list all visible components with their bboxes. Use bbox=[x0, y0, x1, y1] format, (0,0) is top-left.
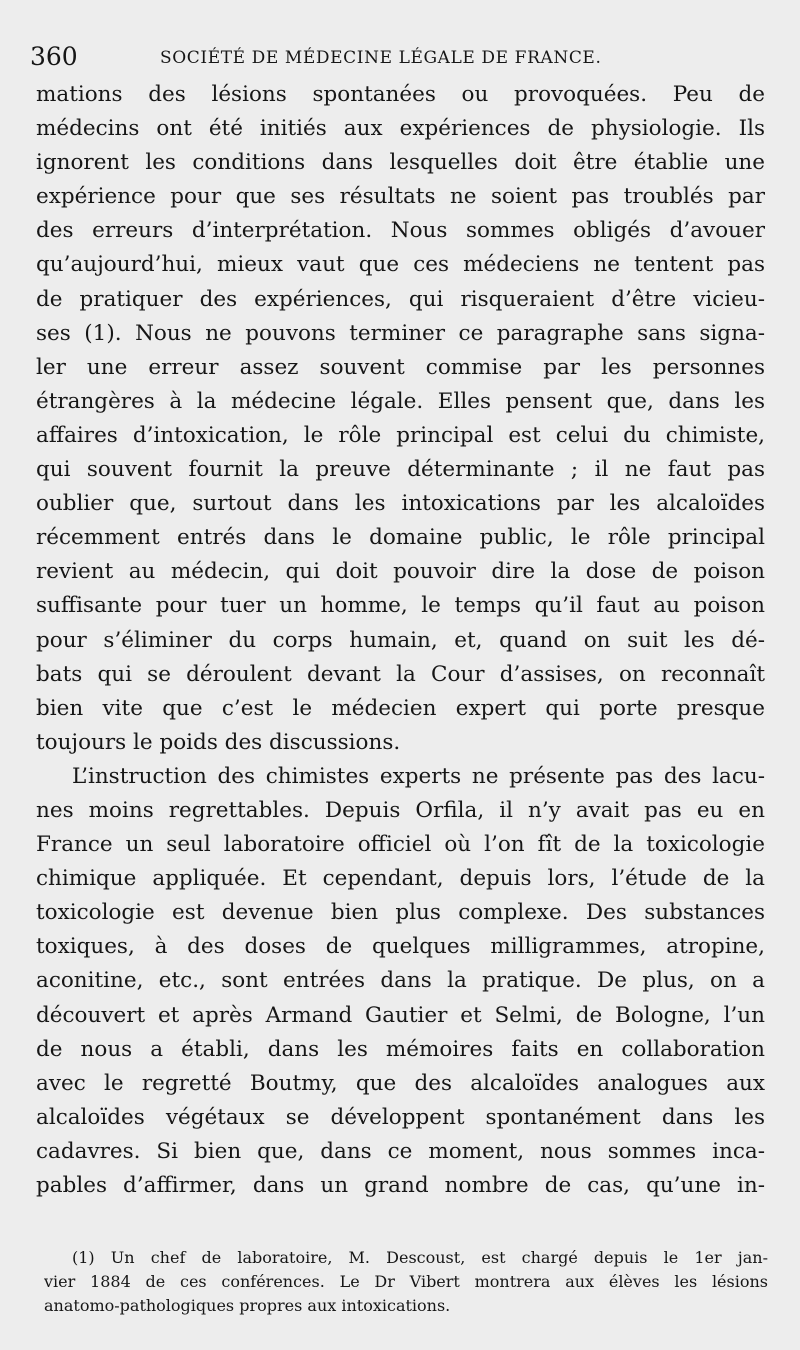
text-line: suffisante pour tuer un homme, le temps qu’il faut au poison bbox=[36, 593, 765, 619]
text-line: oublier que, surtout dans les intoxications par les alcaloïdes bbox=[36, 491, 765, 517]
text-line: toxiques, à des doses de quelques milligrammes, atropine, bbox=[36, 934, 765, 960]
text-line: de pratiquer des expériences, qui risqueraient d’être vicieu- bbox=[36, 286, 765, 312]
text-line: ler une erreur assez souvent commise par les personnes bbox=[36, 354, 765, 380]
text-line: aconitine, etc., sont entrées dans la pratique. De plus, on a bbox=[36, 968, 765, 994]
text-line: alcaloïdes végétaux se développent spontanément dans les bbox=[36, 1104, 765, 1130]
text-line: toxicologie est devenue bien plus complexe. Des substances bbox=[36, 900, 765, 926]
text-line: L’instruction des chimistes experts ne présente pas des lacu- bbox=[72, 763, 765, 789]
page-number: 360 bbox=[30, 42, 78, 71]
running-head bbox=[30, 40, 770, 74]
footnote-line: anatomo-pathologiques propres aux intoxications. bbox=[44, 1296, 451, 1315]
body-text bbox=[36, 78, 765, 1203]
text-line: affaires d’intoxication, le rôle principal est celui du chimiste, bbox=[36, 422, 765, 448]
text-line: qui souvent fournit la preuve déterminante ; il ne faut pas bbox=[36, 457, 765, 483]
footnote-line: vier 1884 de ces conférences. Le Dr Vibert montrera aux élèves les lésions bbox=[44, 1272, 768, 1291]
text-line: bien vite que c’est le médecien expert qui porte presque bbox=[36, 695, 765, 721]
text-line: qu’aujourd’hui, mieux vaut que ces médeciens ne tentent pas bbox=[36, 252, 765, 278]
text-line: France un seul laboratoire officiel où l’on fît de la toxicologie bbox=[36, 832, 765, 858]
text-line: revient au médecin, qui doit pouvoir dire la dose de poison bbox=[36, 559, 765, 585]
text-line: des erreurs d’interprétation. Nous sommes obligés d’avouer bbox=[36, 218, 765, 244]
text-line: avec le regretté Boutmy, que des alcaloïdes analogues aux bbox=[36, 1070, 765, 1096]
text-line: mations des lésions spontanées ou provoquées. Peu de bbox=[36, 82, 765, 107]
text-line: toujours le poids des discussions. bbox=[36, 729, 401, 755]
text-line: de nous a établi, dans les mémoires faits en collaboration bbox=[36, 1036, 765, 1062]
text-line: cadavres. Si bien que, dans ce moment, nous sommes inca- bbox=[36, 1138, 765, 1164]
footnote-line: (1) Un chef de laboratoire, M. Descoust, est chargé depuis le 1er jan- bbox=[72, 1248, 768, 1267]
text-line: ignorent les conditions dans lesquelles doit être établie une bbox=[36, 150, 765, 176]
text-line: ses (1). Nous ne pouvons terminer ce paragraphe sans signa- bbox=[36, 320, 765, 346]
text-line: récemment entrés dans le domaine public, le rôle principal bbox=[36, 525, 765, 551]
footnote bbox=[44, 1246, 768, 1318]
running-head-title: SOCIÉTÉ DE MÉDECINE LÉGALE DE FRANCE. bbox=[160, 48, 602, 68]
text-line: chimique appliquée. Et cependant, depuis lors, l’étude de la bbox=[36, 866, 765, 892]
text-line: bats qui se déroulent devant la Cour d’assises, on reconnaît bbox=[36, 661, 765, 687]
text-line: nes moins regrettables. Depuis Orfila, il n’y avait pas eu en bbox=[36, 797, 765, 823]
text-line: expérience pour que ses résultats ne soient pas troublés par bbox=[36, 184, 765, 210]
text-line: médecins ont été initiés aux expériences de physiologie. Ils bbox=[36, 116, 765, 142]
text-line: découvert et après Armand Gautier et Selmi, de Bologne, l’un bbox=[36, 1002, 765, 1028]
text-line: étrangères à la médecine légale. Elles pensent que, dans les bbox=[36, 388, 765, 414]
text-line: pour s’éliminer du corps humain, et, quand on suit les dé- bbox=[36, 627, 765, 653]
text-line: pables d’affirmer, dans un grand nombre de cas, qu’une in- bbox=[36, 1173, 765, 1198]
